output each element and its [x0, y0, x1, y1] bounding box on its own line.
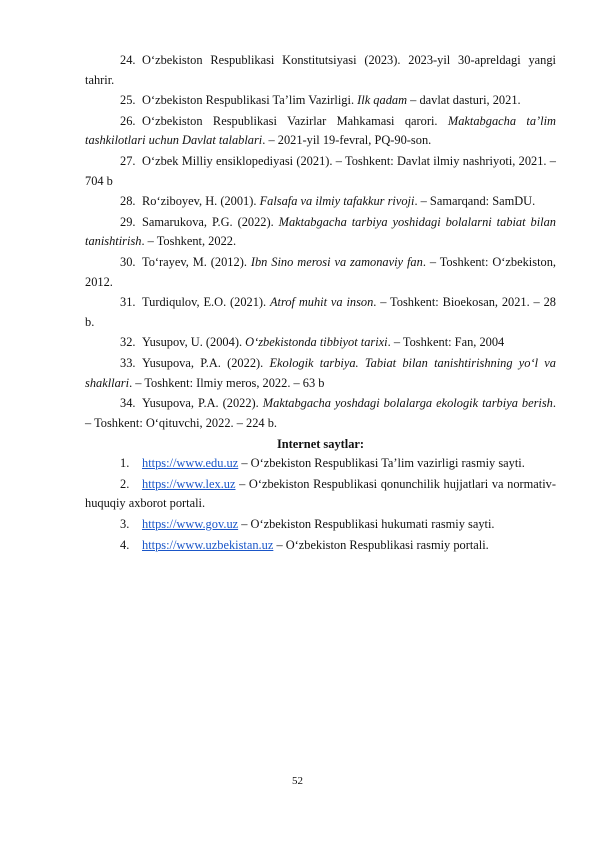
reference-item — [85, 333, 556, 353]
website-number: 2. — [120, 476, 130, 491]
website-link[interactable]: https://www.lex.uz — [142, 476, 236, 491]
reference-tail: . – Toshkent: O‘zbekiston, 2012. — [85, 254, 557, 289]
reference-text: Ro‘ziboyev, H. (2001). — [142, 194, 260, 209]
reference-number: 32. — [120, 335, 136, 350]
reference-number: 27. — [120, 153, 136, 168]
reference-title: Falsafa va ilmiy tafakkur rivoji — [259, 194, 415, 209]
reference-item — [85, 354, 556, 393]
reference-number: 30. — [120, 254, 136, 269]
website-item — [85, 475, 556, 514]
reference-list — [85, 51, 556, 433]
page-number: 52 — [292, 775, 303, 787]
reference-number: 29. — [120, 214, 136, 229]
reference-number: 25. — [120, 93, 136, 108]
reference-number: 26. — [120, 113, 136, 128]
page-content — [85, 51, 556, 556]
reference-text: O‘zbekiston Respublikasi Konstitutsiyasi (2023). 2023-yil 30-apreldagi yangi tahrir. — [85, 53, 556, 87]
reference-text: O‘zbekiston Respublikasi Vazirlar Mahkamasi qarori. — [142, 113, 448, 128]
reference-text: Yusupov, U. (2004). — [142, 335, 246, 350]
reference-text: O‘zbekiston Respublikasi Ta’lim Vazirligi. — [142, 93, 358, 108]
reference-text: Yusupova, P.A. (2022). — [142, 396, 263, 411]
reference-item — [85, 213, 556, 252]
reference-item — [85, 91, 556, 111]
reference-tail: . – Toshkent: O‘qituvchi, 2022. – 224 b. — [85, 396, 556, 430]
reference-title: Maktabgacha tarbiya yoshidagi bolalarni tabiat bilan tanishtirish — [85, 214, 556, 249]
reference-item — [85, 112, 556, 151]
reference-title: Ilk qadam — [357, 93, 408, 108]
reference-title: O‘zbekistonda tibbiyot tarixi — [245, 335, 388, 350]
website-item — [85, 515, 556, 535]
reference-item — [85, 192, 556, 212]
reference-item — [85, 51, 556, 90]
reference-title: Maktabgacha yoshdagi bolalarga ekologik tarbiya berish — [262, 396, 553, 411]
reference-tail: . – Toshkent, 2022. — [141, 234, 237, 249]
website-number: 1. — [120, 456, 130, 471]
internet-heading: Internet saytlar: — [276, 437, 365, 452]
reference-item — [85, 293, 556, 332]
reference-number: 33. — [120, 355, 136, 370]
website-description: – O‘zbekiston Respublikasi rasmiy portali. — [273, 537, 489, 552]
reference-tail: . – 2021-yil 19-fevral, PQ-90-son. — [262, 133, 432, 148]
reference-tail: . – Toshkent: Ilmiy meros, 2022. – 63 b — [129, 375, 325, 390]
reference-title: Atrof muhit va inson — [269, 295, 374, 310]
reference-tail: – davlat dasturi, 2021. — [407, 93, 521, 108]
website-description: – O‘zbekiston Respublikasi Ta’lim vazirligi rasmiy sayti. — [238, 456, 525, 471]
reference-title: Maktabgacha ta’lim tashkilotlari uchun Davlat talablari — [85, 113, 557, 148]
reference-number: 28. — [120, 194, 136, 209]
reference-title: Ibn Sino merosi va zamonaviy fan — [250, 254, 423, 269]
reference-text: Yusupova, P.A. (2022). — [142, 355, 270, 370]
reference-item — [85, 394, 556, 433]
reference-text: Samarukova, P.G. (2022). — [142, 214, 279, 229]
reference-text: To‘rayev, M. (2012). — [142, 254, 251, 269]
website-description: – O‘zbekiston Respublikasi qonunchilik hujjatlari va normativ-huquqiy axborot portali. — [85, 476, 556, 511]
website-link[interactable]: https://www.edu.uz — [142, 456, 239, 471]
reference-item — [85, 152, 556, 191]
website-list — [85, 454, 556, 555]
reference-item — [85, 253, 556, 292]
reference-number: 34. — [120, 396, 136, 411]
website-item — [85, 536, 556, 556]
website-number: 4. — [120, 537, 130, 552]
website-number: 3. — [120, 517, 130, 532]
website-link[interactable]: https://www.gov.uz — [142, 517, 239, 532]
reference-title: Ekologik tarbiya. Tabiat bilan tanishtirishning yo‘l va shakllari — [85, 355, 556, 390]
reference-tail: . – Samarqand: SamDU. — [414, 194, 536, 209]
reference-number: 24. — [120, 53, 136, 67]
website-item — [85, 454, 556, 474]
reference-tail: . – Toshkent: Fan, 2004 — [387, 335, 505, 350]
reference-number: 31. — [120, 295, 136, 310]
website-description: – O‘zbekiston Respublikasi hukumati rasmiy sayti. — [238, 517, 495, 532]
reference-tail: . – Toshkent: Bioekosan, 2021. – 28 b. — [85, 295, 556, 329]
website-link[interactable]: https://www.uzbekistan.uz — [142, 537, 274, 552]
reference-text: Turdiqulov, E.O. (2021). — [142, 295, 270, 310]
reference-text: O‘zbek Milliy ensiklopediyasi (2021). – Toshkent: Davlat ilmiy nashriyoti, 2021. – 704 b — [85, 153, 556, 188]
